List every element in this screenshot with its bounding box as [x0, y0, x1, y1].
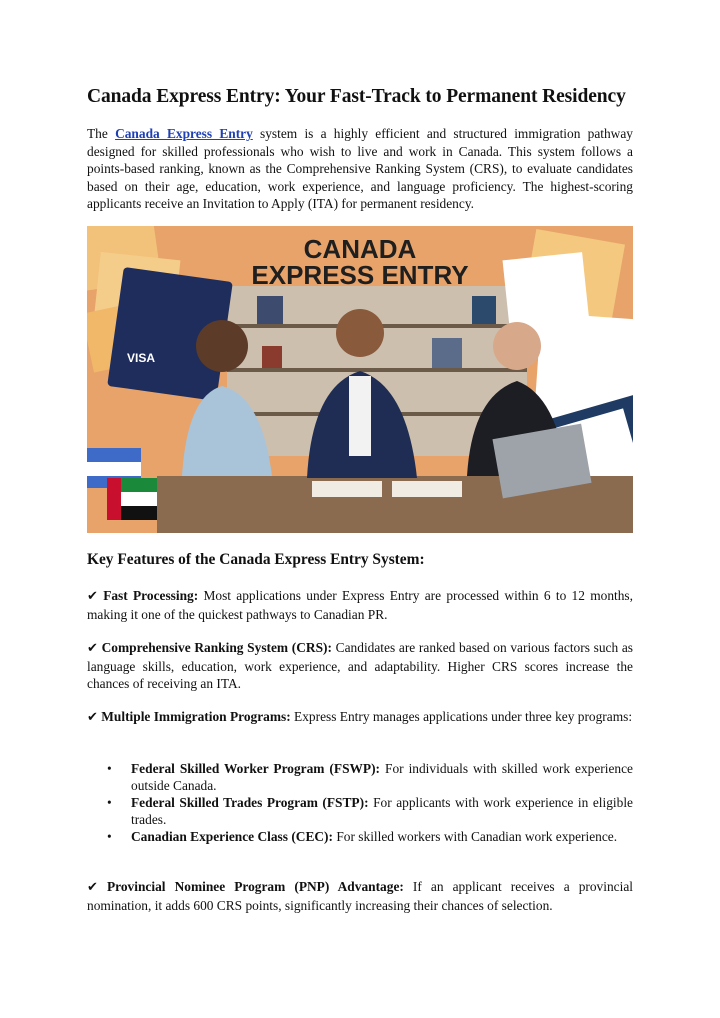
feature-multiple-programs	[87, 708, 633, 727]
list-item	[87, 794, 633, 828]
hero-image	[87, 226, 633, 533]
checkmark-icon: ✔	[87, 710, 98, 725]
section-heading: Key Features of the Canada Express Entry System:	[87, 551, 425, 568]
folder-icon	[312, 481, 382, 497]
feature-text: Express Entry manages applications under three key programs:	[290, 709, 633, 724]
intro-paragraph	[87, 125, 633, 213]
feature-text: Most applications under Express Entry are processed within 6 to 12 months, making it one of the quickest pathways to Canadian PR.	[87, 588, 633, 622]
bullet-icon: •	[107, 795, 112, 810]
hero-heading-line1: CANADA	[303, 234, 417, 264]
feature-fast-processing	[87, 587, 633, 623]
folder-icon	[392, 481, 462, 497]
visa-card-label: VISA	[127, 351, 156, 365]
shelf-book	[472, 296, 496, 324]
program-text: For applicants with work experience in eligible trades.	[131, 795, 633, 827]
hero-heading-line2: EXPRESS ENTRY	[251, 260, 469, 290]
intro-text-before: The	[87, 126, 116, 141]
shelf	[227, 368, 527, 372]
page-title: Canada Express Entry: Your Fast-Track to Permanent Residency	[87, 86, 626, 107]
feature-pnp	[87, 878, 633, 914]
list-item	[87, 760, 633, 794]
feature-text: Candidates are ranked based on various factors such as language skills, education, work experience, and adaptability. Higher CRS scores increase the chances of receiving an ITA.	[87, 640, 634, 692]
intro-text-after: system is a highly efficient and structured immigration pathway designed for skilled professionals who wish to live and work in Canada. This system follows a points-based ranking, known as the Comprehensive Ranking System (CRS), to evaluate candidates based on their age, education, work experience, and language proficiency. The highest-scoring applicants receive an Invitation to Apply (ITA) for permanent residency.	[87, 126, 633, 212]
program-label: Federal Skilled Trades Program (FSTP):	[131, 795, 369, 810]
program-label: Canadian Experience Class (CEC):	[131, 829, 333, 844]
checkmark-icon: ✔	[87, 880, 98, 895]
feature-text: If an applicant receives a provincial nomination, it adds 600 CRS points, significantly increasing their chances of selection.	[87, 879, 633, 913]
bullet-icon: •	[107, 761, 112, 776]
feature-label: Provincial Nominee Program (PNP) Advantage:	[106, 879, 404, 894]
checkmark-icon: ✔	[87, 589, 98, 604]
shelf-book	[432, 338, 462, 368]
hero-illustration	[87, 226, 633, 533]
program-text: For skilled workers with Canadian work experience.	[332, 829, 618, 844]
program-text: For individuals with skilled work experience outside Canada.	[131, 761, 633, 793]
shelf-book	[262, 346, 282, 368]
feature-label: Fast Processing:	[103, 588, 199, 603]
bullet-icon: •	[107, 829, 112, 844]
list-item	[87, 828, 633, 845]
canada-express-entry-link[interactable]: Canada Express Entry	[115, 126, 253, 141]
shelf-book	[257, 296, 283, 324]
feature-label: Comprehensive Ranking System (CRS):	[101, 640, 332, 655]
feature-label: Multiple Immigration Programs:	[101, 709, 291, 724]
feature-crs	[87, 639, 633, 693]
program-label: Federal Skilled Worker Program (FSWP):	[131, 761, 381, 776]
checkmark-icon: ✔	[87, 641, 98, 656]
program-list	[87, 760, 633, 845]
